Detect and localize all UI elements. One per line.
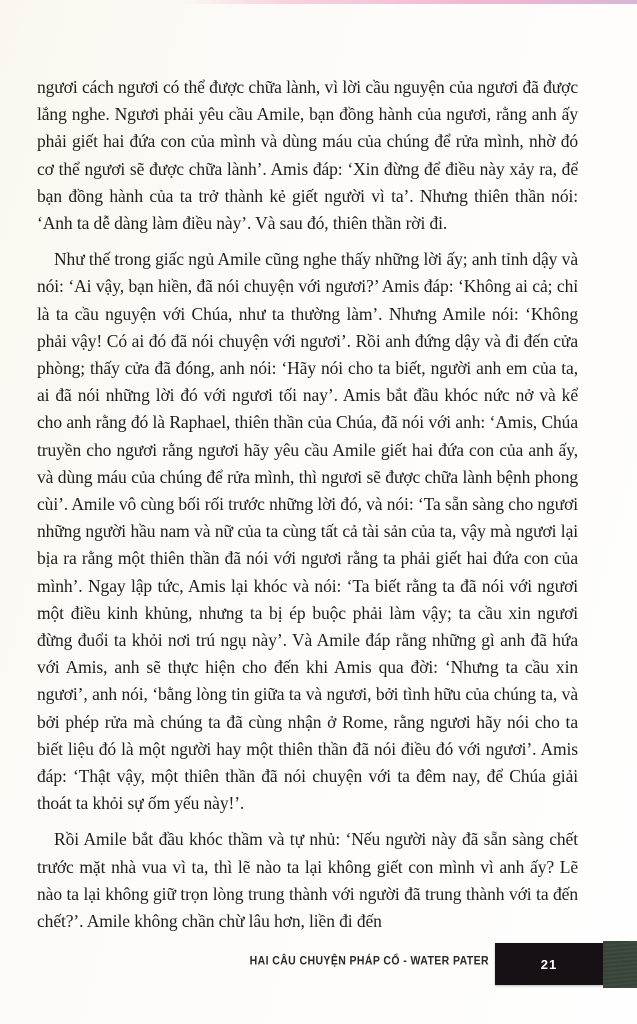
- scan-edge-artifact: [0, 0, 637, 4]
- book-edge-strip: [603, 941, 637, 988]
- body-text-block: [37, 74, 578, 944]
- body-paragraph: Rồi Amile bắt đầu khóc thầm và tự nhủ: ‘Nếu người này đã sẵn sàng chết trước mặt nhà vua vì ta, thì lẽ nào ta lại không giết con mình vì anh ấy? Lẽ nào ta lại không giữ trọn lòng trung thành với người đã trung thành với ta đến chết?’. Amile không chần chừ lâu hơn, liền đi đến: [37, 829, 578, 932]
- body-paragraph: Như thế trong giấc ngủ Amile cũng nghe thấy những lời ấy; anh tỉnh dậy và nói: ‘Ai vậy, bạn hiền, đã nói chuyện với ngươi?’ Amis đáp: ‘Không ai cả; chỉ là ta cầu nguyện với Chúa, như ta thường làm’. Nhưng Amile nói: ‘Không phải vậy! Có ai đó đã nói chuyện với ngươi’. Rồi anh đứng dậy và đi đến cửa phòng; thấy cửa đã đóng, anh nói: ‘Hãy nói cho ta biết, người anh em của ta, ai đã nói những lời đó với ngươi tối nay’. Amis bắt đầu khóc nức nở và kể cho anh rằng đó là Raphael, thiên thần của Chúa, đã nói với anh: ‘Amis, Chúa truyền cho ngươi rằng ngươi hãy yêu cầu Amile giết hai đứa con của anh ấy, và dùng máu của chúng để rửa mình, thì ngươi sẽ được chữa lành bệnh phong cùi’. Amile vô cùng bối rối trước những lời đó, và nói: ‘Ta sẵn sàng cho ngươi những người hầu nam và nữ của ta cùng tất cả tài sản của ta, vậy mà ngươi lại bịa ra rằng một thiên thần đã nói với ngươi rằng ta phải giết hai đứa con của mình’. Ngay lập tức, Amis lại khóc và nói: ‘Ta biết rằng ta đã nói với ngươi một điều kinh khủng, nhưng ta bị ép buộc phải làm vậy; ta cầu xin ngươi đừng đuổi ta khỏi nơi trú ngụ này’. Và Amile đáp rằng những gì anh đã hứa với Amis, anh sẽ thực hiện cho đến khi Amis qua đời: ‘Nhưng ta cầu xin ngươi’, anh nói, ‘bằng lòng tin giữa ta và ngươi, bởi tình hữu của chúng ta, và bởi phép rửa mà chúng ta đã cùng nhận ở Rome, rằng ngươi hãy nói cho ta biết liệu đó là một người hay một thiên thần đã nói điều đó với ngươi’. Amis đáp: ‘Thật vậy, một thiên thần đã nói chuyện với ta đêm nay, để Chúa giải thoát ta khỏi sự ốm yếu này!’.: [37, 249, 578, 814]
- page-footer: [0, 938, 637, 998]
- running-title: HAI CÂU CHUYỆN PHÁP CỔ - WATER PATER: [249, 954, 489, 968]
- body-paragraph: ngươi cách ngươi có thể được chữa lành, vì lời cầu nguyện của ngươi đã được lắng nghe. Ngươi phải yêu cầu Amile, bạn đồng hành của ngươi, rằng anh ấy phải giết hai đứa con của mình và dùng máu của chúng để rửa mình, nhờ đó cơ thể ngươi sẽ được chữa lành’. Amis đáp: ‘Xin đừng để điều này xảy ra, để bạn đồng hành của ta trở thành kẻ giết người vì ta’. Nhưng thiên thần nói: ‘Anh ta dễ dàng làm điều này’. Và sau đó, thiên thần rời đi.: [37, 77, 578, 234]
- page-number: 21: [540, 956, 558, 972]
